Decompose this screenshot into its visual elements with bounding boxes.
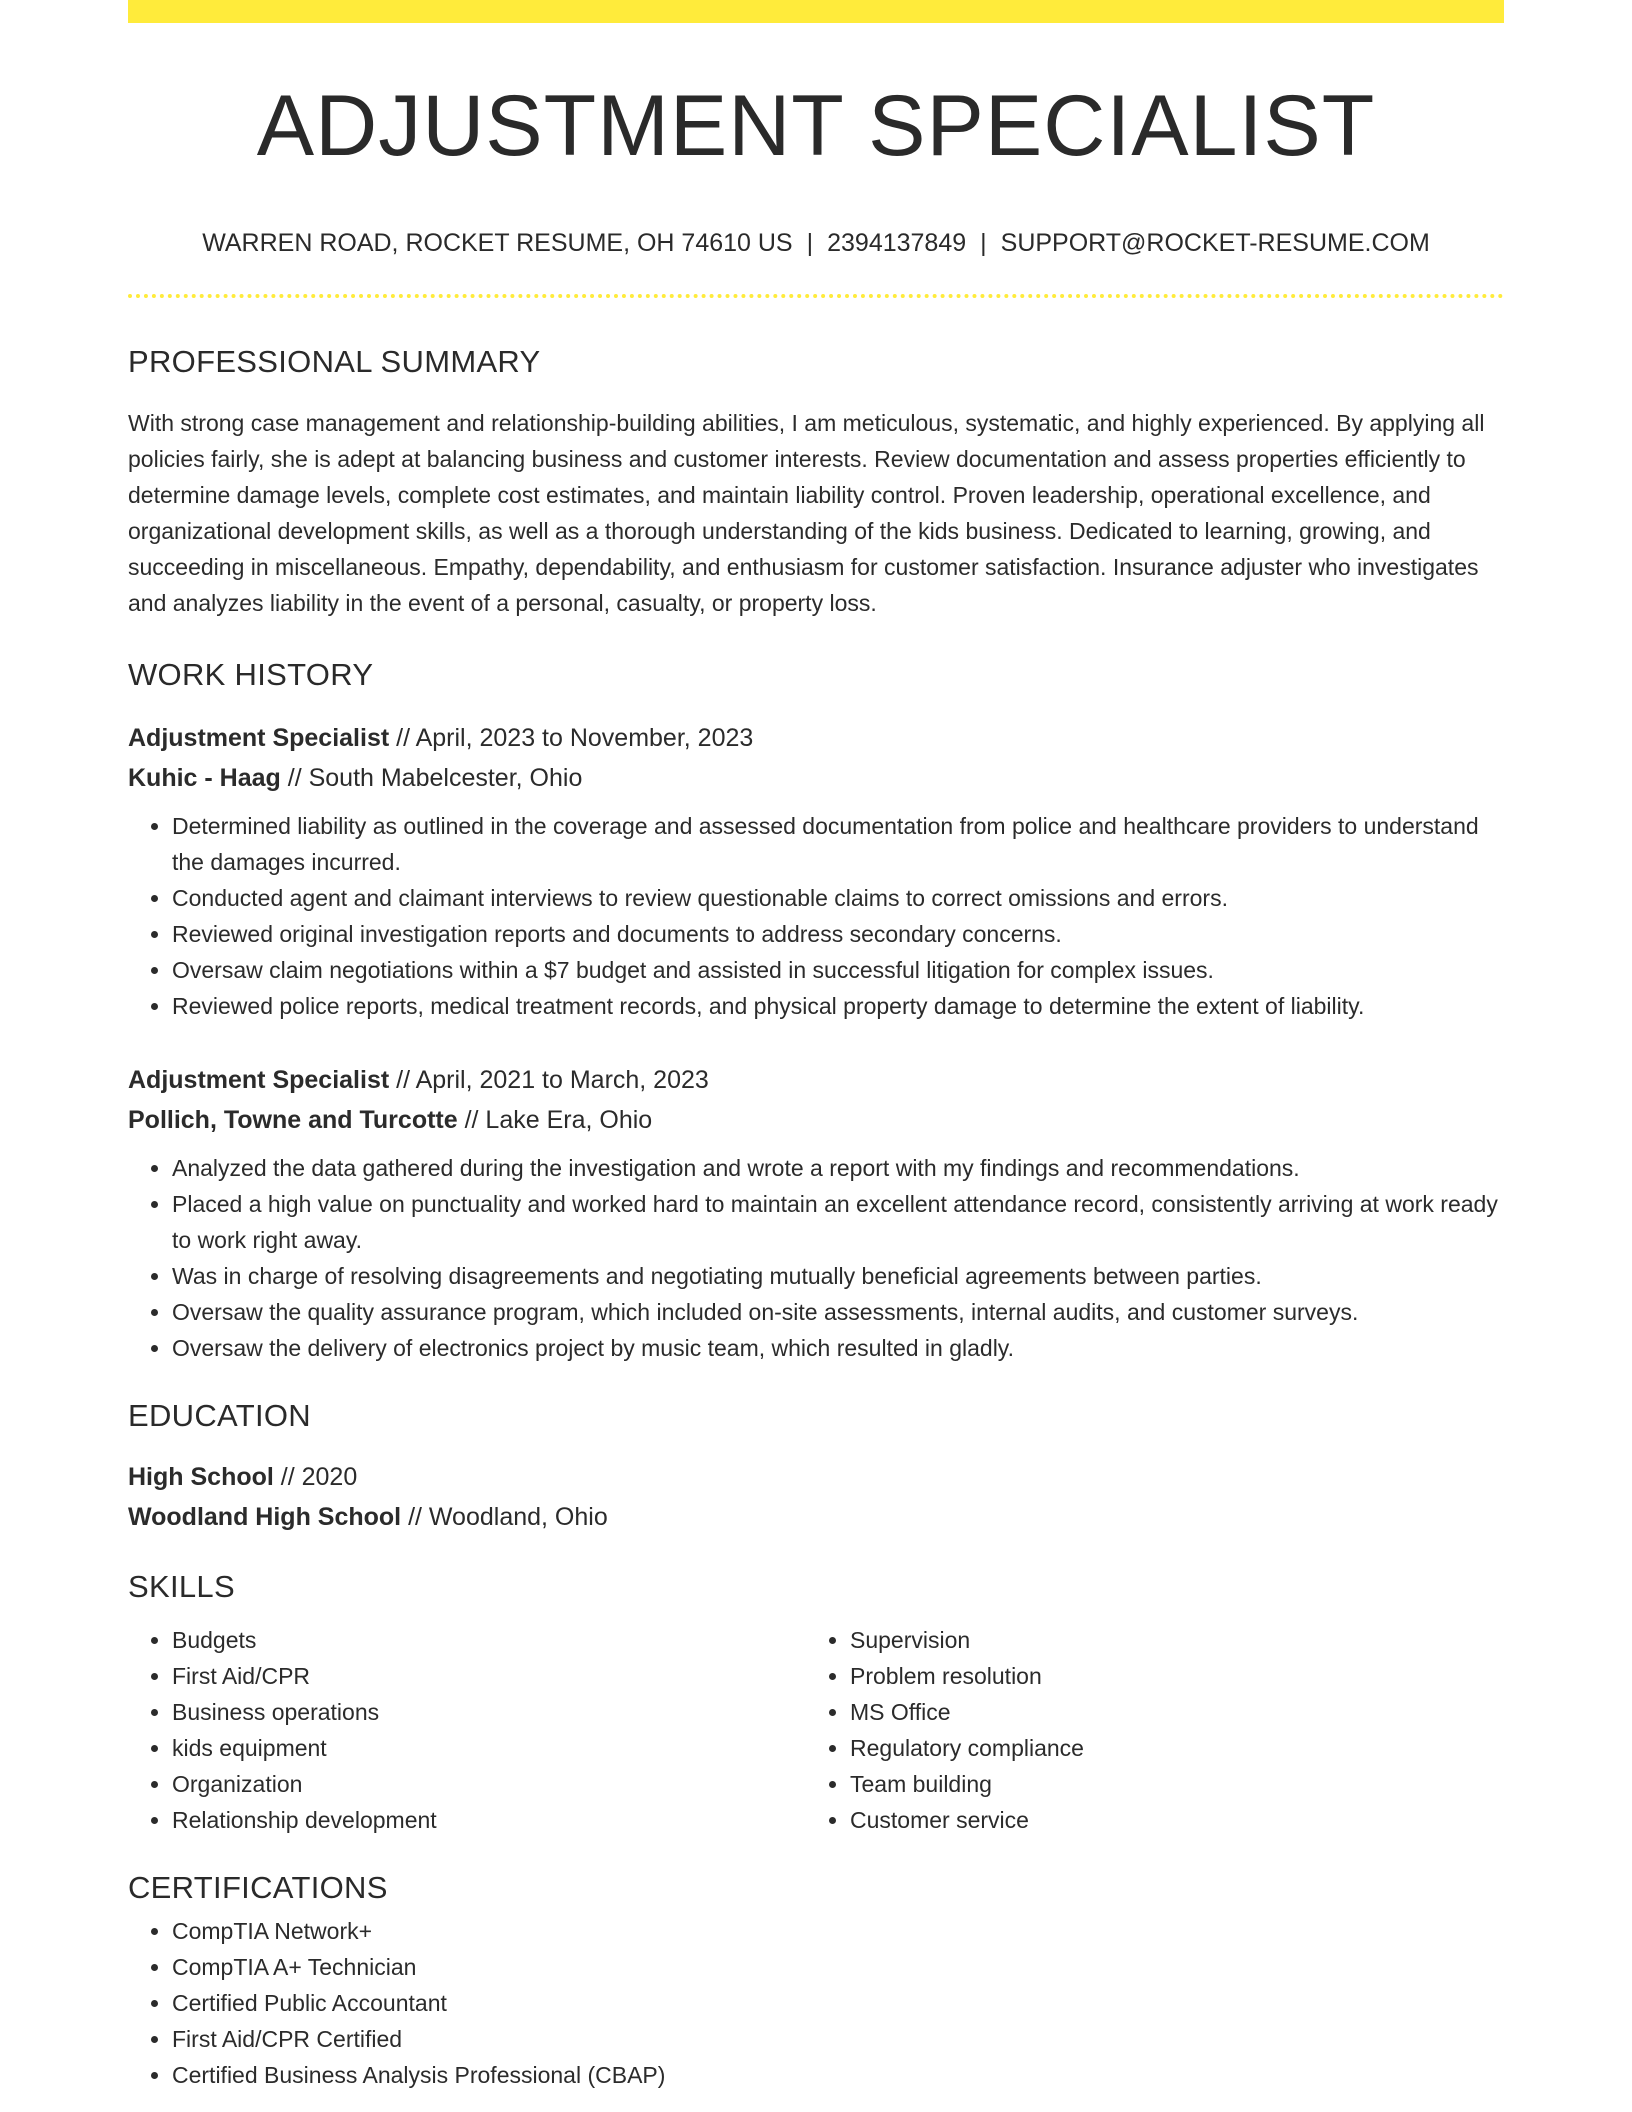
list-item: • kids equipment (172, 1730, 806, 1766)
job-company-line (128, 1100, 1504, 1140)
phone-text: 2394137849 (827, 229, 967, 257)
contact-separator: | (806, 229, 814, 257)
job-role-line (128, 718, 1504, 758)
list-item: • Customer service (850, 1802, 1490, 1838)
skills-columns (128, 1622, 1504, 1838)
list-item: • Certified Business Analysis Professional (CBAP) (172, 2057, 1504, 2093)
job-company-line (128, 758, 1504, 798)
skills-left-list (128, 1622, 806, 1838)
list-item: • Reviewed police reports, medical treatment records, and physical property damage to determine the extent of liability. (172, 988, 1504, 1024)
job-entry (128, 718, 1504, 1024)
job-entry (128, 1060, 1504, 1366)
skills-heading: SKILLS (128, 1569, 235, 1604)
education-year: // 2020 (273, 1463, 358, 1491)
list-item: • Relationship development (172, 1802, 806, 1838)
work-history-heading: WORK HISTORY (128, 657, 374, 692)
list-item: • Supervision (850, 1622, 1490, 1658)
job-dates: // April, 2023 to November, 2023 (389, 724, 754, 752)
list-item: • Placed a high value on punctuality and worked hard to maintain an excellent attendance record, consistently arriving at work ready to work right away. (172, 1186, 1504, 1258)
list-item: • Reviewed original investigation reports and documents to address secondary concerns. (172, 916, 1504, 952)
list-item: • Was in charge of resolving disagreements and negotiating mutually beneficial agreements between parties. (172, 1258, 1504, 1294)
list-item: • First Aid/CPR Certified (172, 2021, 1504, 2057)
job-role-line (128, 1060, 1504, 1100)
job-dates: // April, 2021 to March, 2023 (389, 1066, 709, 1094)
list-item: • Oversaw the delivery of electronics project by music team, which resulted in gladly. (172, 1330, 1504, 1366)
certifications-list (128, 1913, 1504, 2093)
email-text: SUPPORT@ROCKET-RESUME.COM (1000, 229, 1430, 257)
list-item: • Business operations (172, 1694, 806, 1730)
summary-heading: PROFESSIONAL SUMMARY (128, 344, 541, 379)
list-item: • MS Office (850, 1694, 1490, 1730)
list-item: • Problem resolution (850, 1658, 1490, 1694)
education-entry (128, 1457, 1504, 1537)
certifications-heading: CERTIFICATIONS (128, 1870, 388, 1905)
education-school: Woodland High School (128, 1503, 402, 1531)
list-item: • CompTIA A+ Technician (172, 1949, 1504, 1985)
education-location: // Woodland, Ohio (401, 1503, 608, 1531)
job-company: Pollich, Towne and Turcotte (128, 1106, 458, 1134)
list-item: • First Aid/CPR (172, 1658, 806, 1694)
job-bullets (128, 808, 1504, 1024)
job-role: Adjustment Specialist (128, 1066, 390, 1094)
list-item: • CompTIA Network+ (172, 1913, 1504, 1949)
page-title: ADJUSTMENT SPECIALIST (256, 78, 1376, 174)
education-heading: EDUCATION (128, 1398, 311, 1433)
contact-line (128, 231, 1504, 256)
list-item: • Determined liability as outlined in the coverage and assessed documentation from police and healthcare providers to understand the damages incurred. (172, 808, 1504, 880)
list-item: • Budgets (172, 1622, 806, 1658)
accent-top-bar (128, 0, 1504, 23)
job-location: // Lake Era, Ohio (457, 1106, 653, 1134)
job-role: Adjustment Specialist (128, 724, 390, 752)
education-degree: High School (128, 1463, 274, 1491)
job-bullets (128, 1150, 1504, 1366)
summary-text: With strong case management and relationship-building abilities, I am meticulous, systematic, and highly experienced. By applying all policies fairly, she is adept at balancing business and customer interests. Review documentation and assess properties efficiently to determine damage levels, complete cost estimates, and maintain liability control. Proven leadership, operational excellence, and organizational development skills, as well as a thorough understanding of the kids business. Dedicated to learning, growing, and succeeding in miscellaneous. Empathy, dependability, and enthusiasm for customer satisfaction. Insurance adjuster who investigates and analyzes liability in the event of a personal, casualty, or property loss. (128, 410, 1485, 616)
list-item: • Certified Public Accountant (172, 1985, 1504, 2021)
education-degree-line (128, 1457, 1504, 1497)
address-text: WARREN ROAD, ROCKET RESUME, OH 74610 US (202, 229, 793, 257)
education-school-line (128, 1497, 1504, 1537)
list-item: • Oversaw the quality assurance program, which included on-site assessments, internal audits, and customer surveys. (172, 1294, 1504, 1330)
contact-separator: | (980, 229, 987, 257)
list-item: • Regulatory compliance (850, 1730, 1490, 1766)
skills-right-list (806, 1622, 1490, 1838)
list-item: • Oversaw claim negotiations within a $7 budget and assisted in successful litigation for complex issues. (172, 952, 1504, 988)
job-location: // South Mabelcester, Ohio (280, 764, 583, 792)
list-item: • Conducted agent and claimant interviews to review questionable claims to correct omissions and errors. (172, 880, 1504, 916)
dotted-divider (128, 294, 1504, 298)
list-item: • Analyzed the data gathered during the investigation and wrote a report with my findings and recommendations. (172, 1150, 1504, 1186)
job-company: Kuhic - Haag (128, 764, 281, 792)
list-item: • Organization (172, 1766, 806, 1802)
resume-page (128, 0, 1504, 2093)
list-item: • Team building (850, 1766, 1490, 1802)
